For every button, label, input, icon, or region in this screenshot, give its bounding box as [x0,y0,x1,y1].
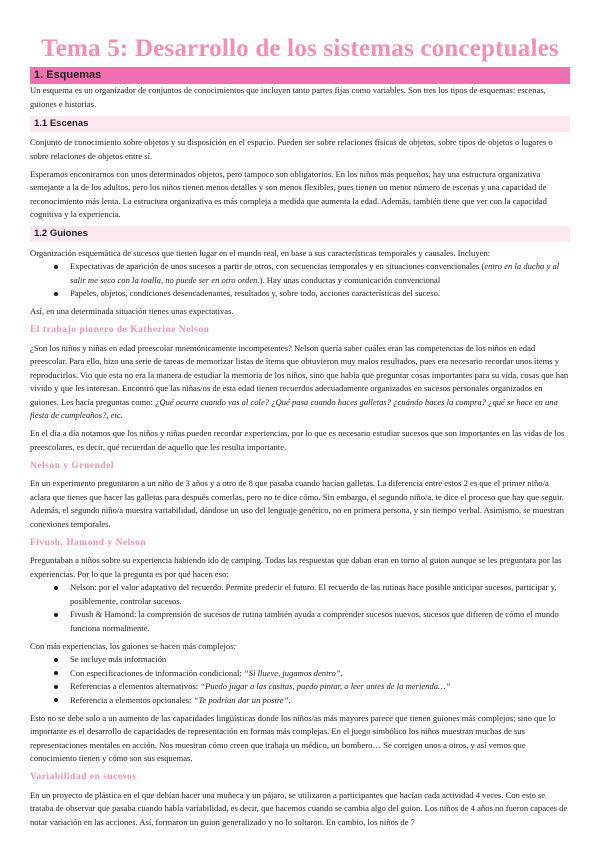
list-item: Papeles, objetos, condiciones desencadenantes, resultados y, sobre todo, acciones características del suceso. [70,287,570,301]
paragraph: ¿Son los niños y niñas en edad preescolar mnemónicamente incompetentes? Nelson quería saber cuáles eran las competencias de los niños en edad preescolar. Para ello, hizo una serie de tareas de memorizar listas de ítems que obtuvieron muy malos resultados, pues era necesario recordar unos ítems y reproducirlos. Vio que esta no era la manera de estudiar la memoria de los niños, sino que había que preguntar cosas importantes para su vida, cosas que han vivido y que les interesan. Encontró que las niñas/os de esta edad tienen recuerdos adecuadamente organizados en sucesos personales organizados en guiones. Les hacía preguntas como: ¿Qué ocurre cuando vas al cole? ¿Qué pasa cuando haces galletas? ¿cuándo haces la compra? ¿qué se hace en una fiesta de cumpleaños?, etc. [30,342,569,420]
bullet-list [30,653,570,707]
paragraph: Así, en una determinada situación tienes unas expectativas. [30,306,234,316]
heading-gruendel: Nelson y Gruendel [30,460,115,471]
subsection-heading-escenas: 1.1 Escenas [30,116,570,132]
list-item: Nelson: por el valor adaptativo del recuerdo. Permite predecir el futuro. El recuerdo de las rutinas hace posible anticipar sucesos, participar y, posiblemente, controlar sucesos. [70,581,570,608]
paragraph: Conjunto de conocimiento sobre objetos y su disposición en el espacio. Pueden ser sobre relaciones físicas de objetos, sobre tipos de objetos o lugares o sobre relaciones de objetos entre sí. [30,137,553,161]
bullet-list [30,581,570,635]
heading-fivush: Fivush, Hamond y Nelson [30,537,147,548]
heading-variabilidad: Variabilidad en sucesos [30,772,137,782]
subsection-heading-guiones: 1.2 Guiones [30,226,570,242]
section-heading-esquemas: 1. Esquemas [30,67,570,84]
paragraph: En el día a día notamos que los niños y niñas pueden recordar experiencias, por lo que es necesario estudiar sucesos que son importantes en las vidas de los preescolares, es decir, qué recuerdan de aquello que les resulta importante. [30,428,565,452]
paragraph: Con más experiencias, los guiones se hacen más complejos: [30,640,236,651]
list-item: Expectativas de aparición de unos sucesos a partir de otros, con secuencias temporales y en situaciones convencionales (entro en la ducha y al salir me seco con la toalla, no puede ser en otro orden.). Hay unas conductas y comunicación convencional [70,260,570,287]
paragraph: Esto no se debe solo a un aumento de las capacidades lingüísticas donde los niños/as más mayores parece que tienen guiones más complejos; sino que lo importante es el desarrollo de capacidades de representación en formas más complejas. En el juego simbólico los niños muestran muchas de sus representaciones mentales en acción. Nos muestran cómo creen que trabaja un médico, un bombero… Se corrigen unos a otros, y así vemos que conocimiento tienen y cómo son sus esquemas. [30,712,556,763]
paragraph: En un proyecto de plástica en el que debían hacer una muñeca y un pájaro, se utilizaron a participantes que hacían cada actividad 4 veces. Con esto se trataba de observar que pasaba cuando había variabilidad, es decir, que hacemos cuando se cambia algo del guion. Los niños de 4 años no fueron capaces de notar variación en las acciones. Así, formaron un guion generalizado y no lo soltaron. En cambio, los niños de 7 [30,789,568,827]
paragraph: En un experimento preguntaron a un niño de 3 años y a otro de 8 que pasaba cuando hacían galletas. La diferencia entre estos 2 es que el primer niño/a aclara que tienes que hacer las galletas para después comerlas, pero no te dice cómo. Sin embargo, el segundo niño/a, te dice el proceso que hay que seguir. Además, el segundo niño/a muestra variabilidad, dándose un uso del lenguaje genérico, no en primera persona, y sin tiempo verbal. Asimismo, se muestran conexiones temporales. [30,478,565,529]
paragraph: Preguntaban a niños sobre su experiencia habiendo ido de camping. Todas las respuestas que daban eran en torno al guion aunque se les preguntara por las experiencias. Por lo que la pregunta es por qué hacen eso: [30,555,562,579]
list-item: Con especificaciones de información condicional: “Si llueve, jugamos dentro”. [70,667,570,681]
page-title: Tema 5: Desarrollo de los sistemas conceptuales [41,35,559,62]
paragraph: Organización esquemática de sucesos que tienen lugar en el mundo real, en base a sus características temporales y causales. Incluyen: [30,247,491,258]
paragraph: Esperamos encontrarnos con unos determinados objetos, pero tampoco son obligatorios. En los niños más pequeños, hay una estructura organizativa semejante a la de los adultos, pero los niños tienen menos detalles y son menos flexibles, pues tienen un menor número de escenas y una capacidad de reconocimiento más lenta. La estructura organizativa es más compleja a medida que aumenta la edad. Además, también tiene que ver con la capacidad cognitiva y la experiencia. [30,168,547,219]
bullet-list [30,260,570,301]
heading-nelson: El trabajo pionero de Katherine Nelson [30,325,210,335]
list-item: Se incluye más información [70,653,570,667]
list-item: Fivush & Hamond: la comprensión de sucesos de rutina también ayuda a comprender sucesos nuevos, sucesos que difieren de cómo el mundo funciona normalmente. [70,608,570,635]
list-item: Referencia a elementos opcionales: “Te podrían dar un postre”. [70,694,570,708]
paragraph: Un esquema es un organizador de conjuntos de conocimientos que incluyen tanto partes fijas como variables. Son tres los tipos de esquemas: escenas, guiones e historias. [30,85,546,109]
list-item: Referencias a elementos alternativos: “Puedo jugar a las casitas, puedo pintar, o leer antes de la merienda…” [70,680,570,694]
